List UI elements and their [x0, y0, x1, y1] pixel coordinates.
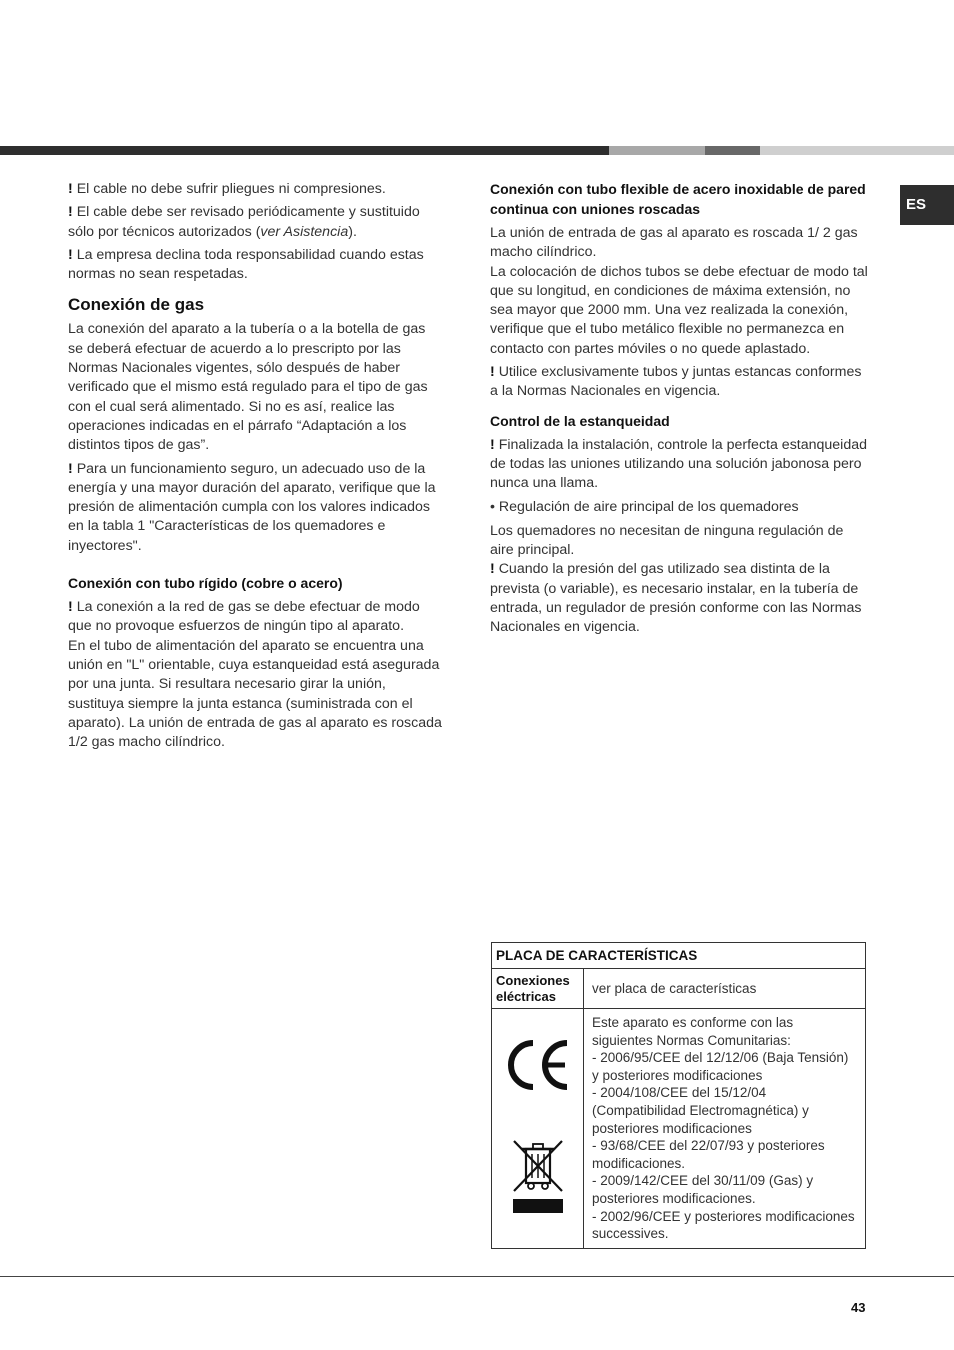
electrical-connections-value: ver placa de características — [584, 969, 866, 1009]
norms-line: - 2009/142/CEE del 30/11/09 (Gas) y posteriores modificaciones. — [592, 1173, 814, 1206]
header-bar-mid-segment — [705, 146, 760, 155]
assistance-reference: ver Asistencia — [260, 223, 349, 240]
flexible-pipe-paragraph-1: La unión de entrada de gas al aparato es roscada 1/ 2 gas macho cilíndrico. — [490, 225, 858, 261]
right-column — [490, 180, 868, 642]
warning-mark: ! — [490, 561, 495, 578]
warning-mark: ! — [68, 460, 73, 477]
norms-line: - 2004/108/CEE del 15/12/04 (Compatibilidad Electromagnética) y posteriores modificaciones — [592, 1085, 809, 1136]
cable-warning-3-text: La empresa declina toda responsabilidad cuando estas normas no sean respetadas. — [68, 246, 424, 283]
header-bar-light-segment — [609, 146, 705, 155]
ce-mark-icon — [505, 1039, 571, 1091]
rating-plate-table — [491, 942, 866, 1249]
gas-pressure-warning — [68, 460, 444, 556]
header-color-bar — [0, 146, 954, 155]
flexible-pipe-warning-text: Utilice exclusivamente tubos y juntas estancas conformes a la Normas Nacionales en vigencia. — [490, 364, 862, 400]
norms-line: - 2006/95/CEE del 12/12/06 (Baja Tensión) y posteriores modificaciones — [592, 1050, 849, 1083]
leak-control-warning-text: Finalizada la instalación, controle la perfecta estanqueidad de todas las uniones utilizando una solución jabonosa pero nunca una llama. — [490, 436, 868, 492]
cable-warning-3 — [68, 246, 444, 285]
cable-warning-2-text: El cable debe ser revisado periódicamente y sustituido sólo por técnicos autorizados ( — [68, 204, 420, 240]
left-column — [68, 180, 444, 756]
footer-divider — [0, 1276, 954, 1277]
rating-plate-title: PLACA DE CARACTERÍSTICAS — [492, 943, 866, 969]
air-regulation-paragraph: Los quemadores no necesitan de ninguna regulación de aire principal. — [490, 522, 844, 559]
gas-pressure-regulator-warning-text: Cuando la presión del gas utilizado sea distinta de la prevista (o variable), es necesario instalar, en la tubería de entrada, un regulador de presión conforme con las Normas Nacionales en vigencia. — [490, 561, 862, 636]
norms-line: Este aparato es conforme con las siguientes Normas Comunitarias: — [592, 1015, 794, 1048]
flexible-pipe-heading: Conexión con tubo flexible de acero inoxidable de pared continua con uniones roscadas — [490, 181, 866, 217]
conformity-logos — [492, 1009, 584, 1249]
flexible-pipe-paragraph-2: La colocación de dichos tubos se debe efectuar de modo tal que su longitud, en condiciones de máxima extensión, no sea mayor que 2000 mm. Una vez realizada la conexión, verifique que el tubo metálico flexible no permanezca en contacto con partes móviles o no quede aplastado. — [490, 263, 868, 357]
cable-warning-1-text: El cable no debe sufrir pliegues ni compresiones. — [76, 181, 386, 197]
leak-control-warning — [490, 436, 868, 494]
flexible-pipe-warning — [490, 363, 868, 402]
header-bar-dark-segment — [0, 146, 609, 155]
rigid-pipe-warning — [68, 598, 444, 637]
header-bar-pale-segment — [760, 146, 954, 155]
cable-warning-1 — [68, 180, 444, 199]
warning-mark: ! — [68, 204, 73, 221]
norms-line: - 2002/96/CEE y posteriores modificaciones successives. — [592, 1208, 855, 1242]
warning-mark: ! — [68, 599, 73, 616]
warning-mark: ! — [490, 436, 495, 453]
rigid-pipe-warning-text: La conexión a la red de gas se debe efectuar de modo que no provoque esfuerzos de ningún tipo al aparato. — [68, 599, 420, 635]
air-regulation-bullet: • Regulación de aire principal de los quemadores — [490, 498, 799, 515]
cable-warning-2 — [68, 203, 444, 242]
gas-pressure-regulator-warning — [490, 560, 868, 637]
leak-control-heading: Control de la estanqueidad — [490, 412, 670, 429]
page-number: 43 — [851, 1300, 866, 1315]
language-tab: ES — [900, 185, 954, 225]
rigid-pipe-heading: Conexión con tubo rígido (cobre o acero) — [68, 575, 343, 592]
warning-mark: ! — [490, 364, 495, 381]
gas-connection-heading: Conexión de gas — [68, 295, 205, 315]
warning-mark: ! — [68, 181, 73, 197]
conformity-norms-text — [584, 1009, 866, 1249]
cable-warning-2-end: ). — [348, 223, 357, 240]
gas-pressure-warning-text: Para un funcionamiento seguro, un adecuado uso de la energía y una mayor duración del aparato, verifique que la presión de alimentación cumpla con los valores indicados en la tabla 1 "Características de los quemadores e inyectores". — [68, 460, 436, 554]
weee-crossed-bin-icon — [511, 1139, 565, 1215]
electrical-connections-label: Conexiones eléctricas — [492, 969, 584, 1009]
gas-connection-paragraph: La conexión del aparato a la tubería o a la botella de gas se deberá efectuar de acuerdo a lo prescripto por las Normas Nacionales vigentes, sólo después de haber verificado que el mismo está regulado para el tipo de gas con el cual será alimentado. Si no es así, realice las operaciones indicadas en el párrafo “Adaptación a los distintos tipos de gas”. — [68, 321, 428, 454]
warning-mark: ! — [68, 246, 73, 263]
rigid-pipe-paragraph: En el tubo de alimentación del aparato se encuentra una unión en "L" orientable, cuya estanqueidad está asegurada por una junta. Si resultara necesario girar la unión, sustituya siempre la junta estanca (suministrada con el aparato). La unión de entrada de gas al aparato es roscada 1/2 gas macho cilíndrico. — [68, 637, 442, 751]
norms-line: - 93/68/CEE del 22/07/93 y posteriores modificaciones. — [592, 1138, 825, 1171]
